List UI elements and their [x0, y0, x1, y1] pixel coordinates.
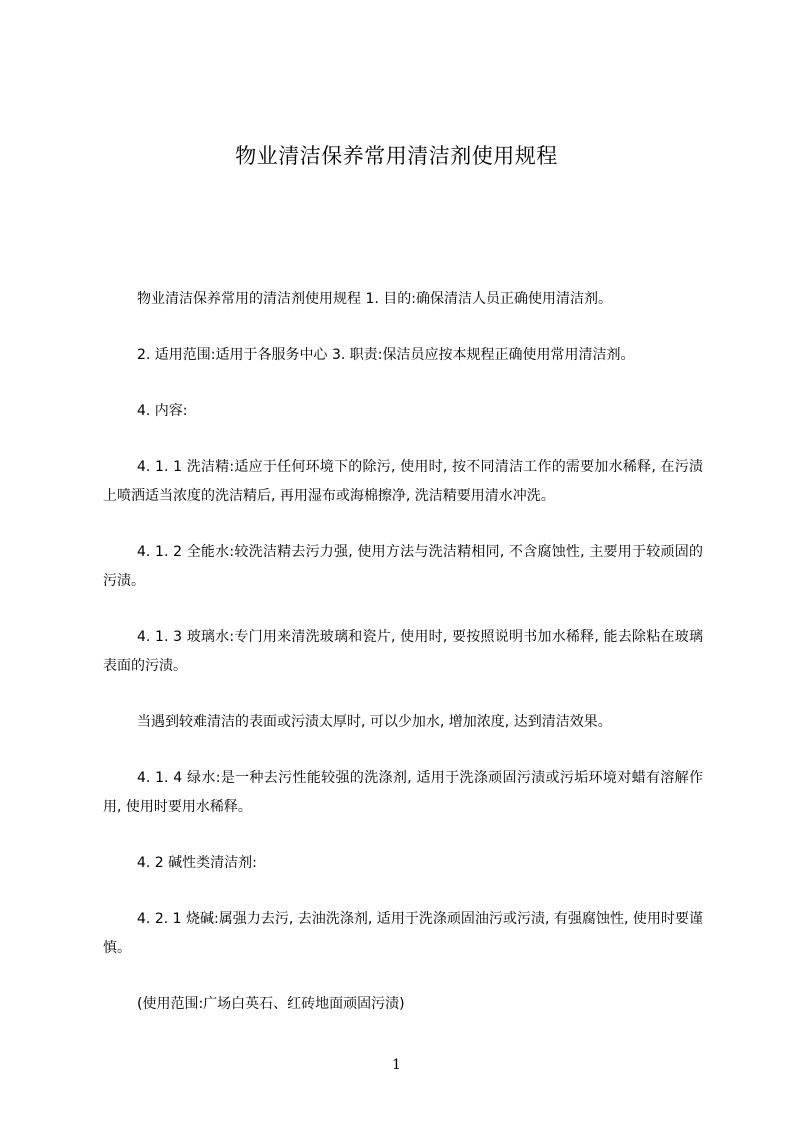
paragraph-caustic-soda: 4. 2. 1 烧碱:属强力去污, 去油洗涤剂, 适用于洗涤顽固油污或污渍, 有强腐蚀性, 使用时要谨慎。	[103, 911, 703, 956]
paragraph-detergent: 4. 1. 1 洗洁精:适应于任何环境下的除污, 使用时, 按不同清洁工作的需要加水稀释, 在污渍上喷洒适当浓度的洗洁精后, 再用湿布或海棉擦净, 洗洁精要用清水冲洗。	[103, 459, 703, 504]
paragraph-purpose: 物业清洁保养常用的清洁剂使用规程 1. 目的:确保清洁人员正确使用清洁剂。	[137, 291, 612, 307]
paragraph-content-heading: 4. 内容:	[137, 403, 188, 419]
paragraph-usage-scope: (使用范围:广场白英石、红砖地面顽固污渍)	[137, 996, 405, 1012]
paragraph-difficult-stains: 当遇到较难清洁的表面或污渍太厚时, 可以少加水, 增加浓度, 达到清洁效果。	[137, 714, 612, 730]
paragraph-scope-responsibility: 2. 适用范围:适用于各服务中心 3. 职责:保洁员应按本规程正确使用常用清洁剂。	[137, 347, 635, 363]
page-number: 1	[392, 1057, 401, 1073]
paragraph-all-purpose-cleaner: 4. 1. 2 全能水:较洗洁精去污力强, 使用方法与洗洁精相同, 不含腐蚀性, 主要用于较顽固的污渍。	[103, 544, 703, 589]
document-body	[103, 285, 703, 1046]
paragraph-glass-cleaner: 4. 1. 3 玻璃水:专门用来清洗玻璃和瓷片, 使用时, 要按照说明书加水稀释, 能去除粘在玻璃表面的污渍。	[103, 629, 703, 674]
paragraph-green-cleaner: 4. 1. 4 绿水:是一种去污性能较强的洗涤剂, 适用于洗涤顽固污渍或污垢环境对蜡有溶解作用, 使用时要用水稀释。	[103, 770, 703, 815]
document-title: 物业清洁保养常用清洁剂使用规程	[235, 144, 558, 168]
paragraph-alkaline-heading: 4. 2 碱性类清洁剂:	[137, 855, 257, 871]
